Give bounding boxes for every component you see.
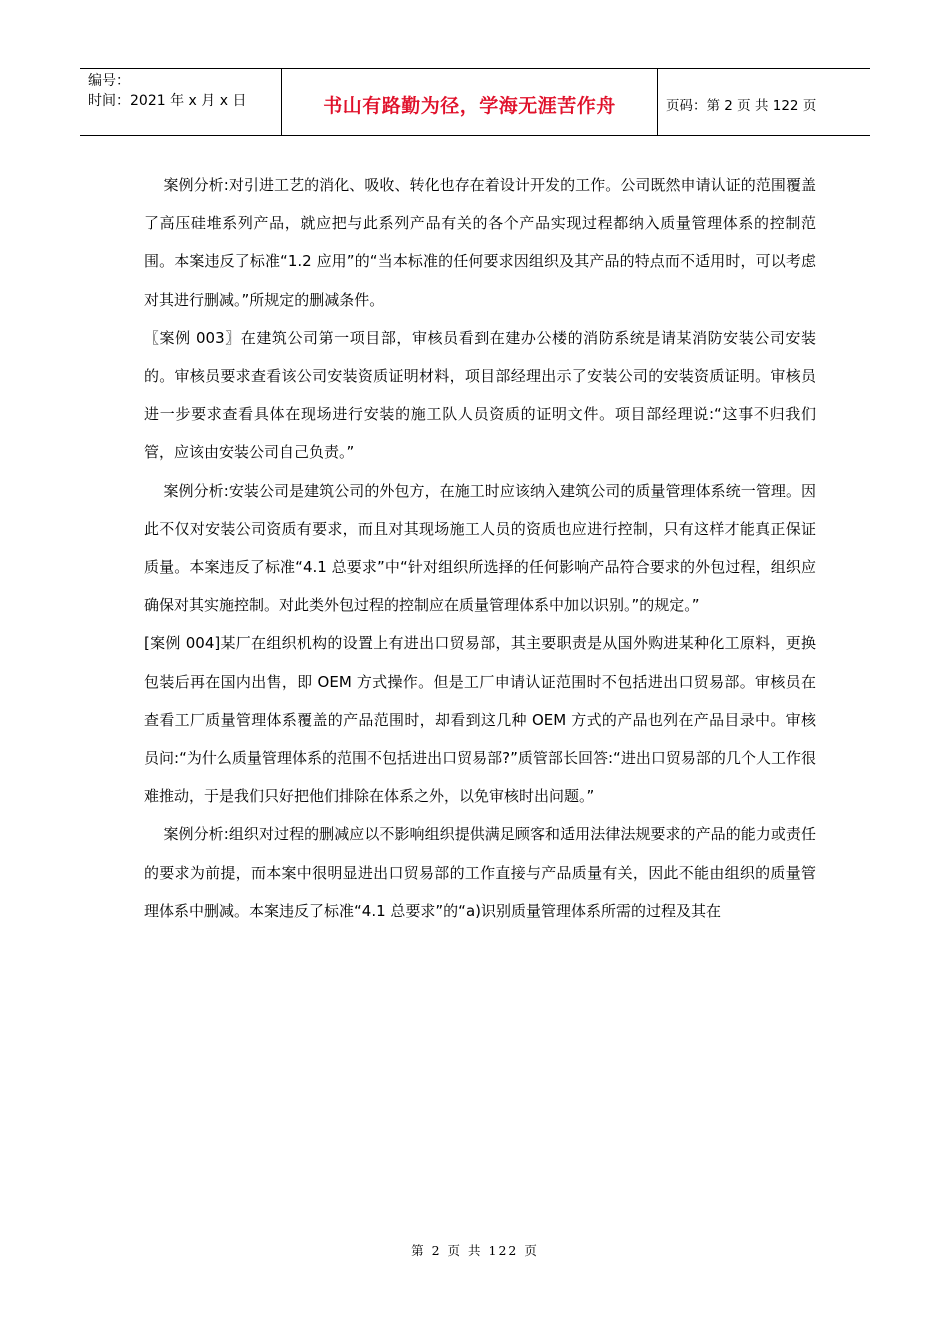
paragraph-case-analysis-1: 案例分析:对引进工艺的消化、吸收、转化也存在着设计开发的工作。公司既然申请认证的范围覆盖了高压硅堆系列产品，就应把与此系列产品有关的各个产品实现过程都纳入质量管理体系的控制范围。本案违反了标准“1.2 应用”的“当本标准的任何要求因组织及其产品的特点而不适用时，可以考虑对其进行删减。”所规定的删减条件。	[144, 176, 816, 309]
document-date: 时间：2021 年 x 月 x 日	[88, 93, 247, 109]
paragraph-case-003: 〖案例 003〗在建筑公司第一项目部，审核员看到在建办公楼的消防系统是请某消防安装公司安装的。审核员要求查看该公司安装资质证明材料，项目部经理出示了安装公司的安装资质证明。审核员进一步要求查看具体在现场进行安装的施工队人员资质的证明文件。项目部经理说:“这事不归我们管，应该由安装公司自己负责。”	[144, 328, 816, 462]
paragraph-case-analysis-2: 案例分析:安装公司是建筑公司的外包方，在施工时应该纳入建筑公司的质量管理体系统一管理。因此不仅对安装公司资质有要求，而且对其现场施工人员的资质也应进行控制，只有这样才能真正保证质量。本案违反了标准“4.1 总要求”中“针对组织所选择的任何影响产品符合要求的外包过程，组织应确保对其实施控制。对此类外包过程的控制应在质量管理体系中加以识别。”的规定。”	[144, 481, 816, 615]
footer-page-number: 第 2 页 共 122 页	[411, 1243, 539, 1258]
document-code-label: 编号：	[88, 73, 130, 89]
header-motto-cell	[282, 69, 658, 135]
header-motto: 书山有路勤为径，学海无涯苦作舟	[323, 94, 616, 117]
paragraph-case-004: [案例 004]某厂在组织机构的设置上有进出口贸易部，其主要职责是从国外购进某种化工原料，更换包装后再在国内出售，即 OEM 方式操作。但是工厂申请认证范围时不包括进出口贸易部。审核员在查看工厂质量管理体系覆盖的产品范围时，却看到这几种 OEM 方式的产品也列在产品目录中。审核员问:“为什么质量管理体系的范围不包括进出口贸易部?”质管部长回答:“进出口贸易部的几个人工作很难推动，于是我们只好把他们排除在体系之外，以免审核时出问题。”	[144, 634, 816, 806]
header-meta-cell	[80, 69, 282, 135]
document-body	[144, 166, 816, 930]
page-footer	[0, 1241, 950, 1259]
header-page-cell	[658, 69, 870, 135]
page-header	[80, 68, 870, 136]
paragraph-case-analysis-3: 案例分析:组织对过程的删减应以不影响组织提供满足顾客和适用法律法规要求的产品的能力或责任的要求为前提，而本案中很明显进出口贸易部的工作直接与产品质量有关，因此不能由组织的质量管理体系中删减。本案违反了标准“4.1 总要求”的“a)识别质量管理体系所需的过程及其在	[144, 825, 816, 920]
header-page-info: 页码：第 2 页 共 122 页	[666, 98, 817, 114]
